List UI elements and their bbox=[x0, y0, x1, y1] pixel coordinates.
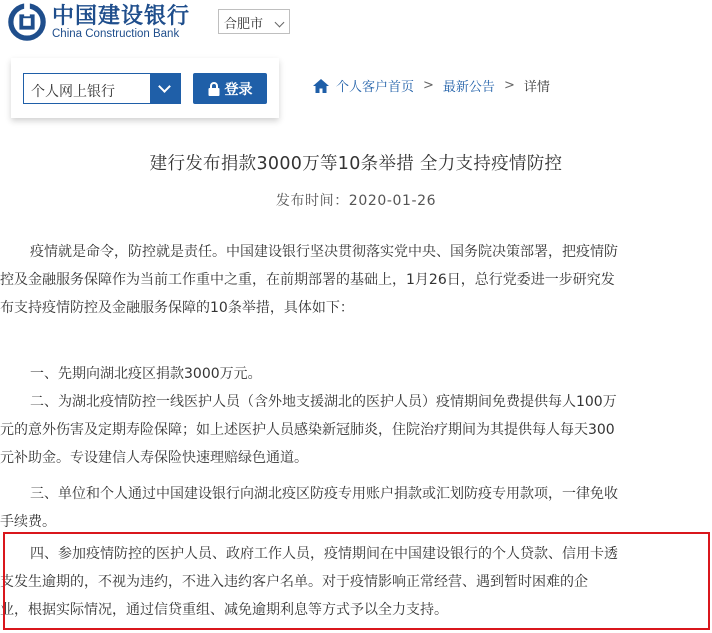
lock-icon bbox=[208, 82, 220, 96]
article-title: 建行发布捐款3000万等10条举措 全力支持疫情防控 bbox=[149, 154, 563, 174]
city-select-value: 合肥市 bbox=[224, 17, 264, 32]
article-paragraph-intro bbox=[0, 238, 710, 322]
site-header bbox=[0, 0, 712, 118]
text-line: 三、单位和个人通过中国建设银行向湖北疫区防疫专用账户捐款或汇划防疫专用款项，一律免收 bbox=[30, 486, 618, 502]
text-line: 四、参加疫情防控的医护人员、政府工作人员，疫情期间在中国建设银行的个人贷款、信用卡透 bbox=[30, 546, 618, 562]
home-icon[interactable] bbox=[312, 78, 330, 94]
channel-select-value: 个人网上银行 bbox=[31, 84, 115, 100]
chevron-down-icon bbox=[158, 80, 171, 93]
text-line: 业，根据实际情况，通过信贷重组、减免逾期利息等方式予以全力支持。 bbox=[0, 602, 448, 618]
ccb-logo[interactable] bbox=[8, 3, 190, 41]
breadcrumb-separator: > bbox=[503, 78, 515, 93]
logo-english-name: China Construction Bank bbox=[52, 27, 180, 40]
logo-chinese-name: 中国建设银行 bbox=[52, 2, 191, 29]
breadcrumb bbox=[312, 76, 550, 95]
text-line: 布支持疫情防控及金融服务保障的10条举措，具体如下： bbox=[0, 300, 354, 316]
ccb-logo-icon bbox=[8, 3, 46, 41]
login-button[interactable] bbox=[193, 73, 267, 104]
highlight-annotation-box bbox=[3, 532, 710, 630]
text-line: 元补助金。专设建信人寿保险快速理赔绿色通道。 bbox=[0, 450, 308, 466]
text-line: 二、为湖北疫情防控一线医护人员（含外地支援湖北的医护人员）疫情期间免费提供每人100万 bbox=[30, 394, 617, 410]
chevron-down-icon bbox=[275, 18, 285, 28]
login-button-label: 登录 bbox=[224, 81, 253, 98]
login-panel bbox=[11, 58, 279, 118]
breadcrumb-home-link[interactable]: 个人客户首页 bbox=[336, 80, 415, 95]
breadcrumb-separator: > bbox=[423, 78, 434, 93]
text-line: 支发生逾期的，不视为违约，不进入违约客户名单。对于疫情影响正常经营、遇到暂时困难的企 bbox=[0, 574, 588, 590]
article-date: 发布时间：2020-01-26 bbox=[275, 193, 437, 209]
article-measure-2 bbox=[0, 388, 710, 472]
article-measure-1 bbox=[30, 360, 710, 388]
breadcrumb-section-link[interactable]: 最新公告 bbox=[442, 80, 495, 95]
text-line: 一、先期向湖北疫区捐款3000万元。 bbox=[30, 366, 262, 382]
text-line: 控及金融服务保障作为当前工作重中之重，在前期部署的基础上，1月26日，总行党委进一步研究发 bbox=[0, 272, 615, 288]
article-measure-3 bbox=[0, 480, 710, 536]
text-line: 疫情就是命令，防控就是责任。中国建设银行坚决贯彻落实党中央、国务院决策部署，把疫情防 bbox=[30, 244, 618, 260]
city-select[interactable] bbox=[218, 9, 290, 34]
logo-text bbox=[52, 4, 190, 41]
channel-dropdown-button[interactable] bbox=[150, 74, 180, 103]
text-line: 元的意外伤害及定期寿险保障；如上述医护人员感染新冠肺炎，住院治疗期间为其提供每人每天300 bbox=[0, 422, 615, 438]
text-line: 手续费。 bbox=[0, 514, 56, 530]
breadcrumb-current: 详情 bbox=[523, 80, 550, 95]
channel-select[interactable] bbox=[23, 73, 181, 104]
